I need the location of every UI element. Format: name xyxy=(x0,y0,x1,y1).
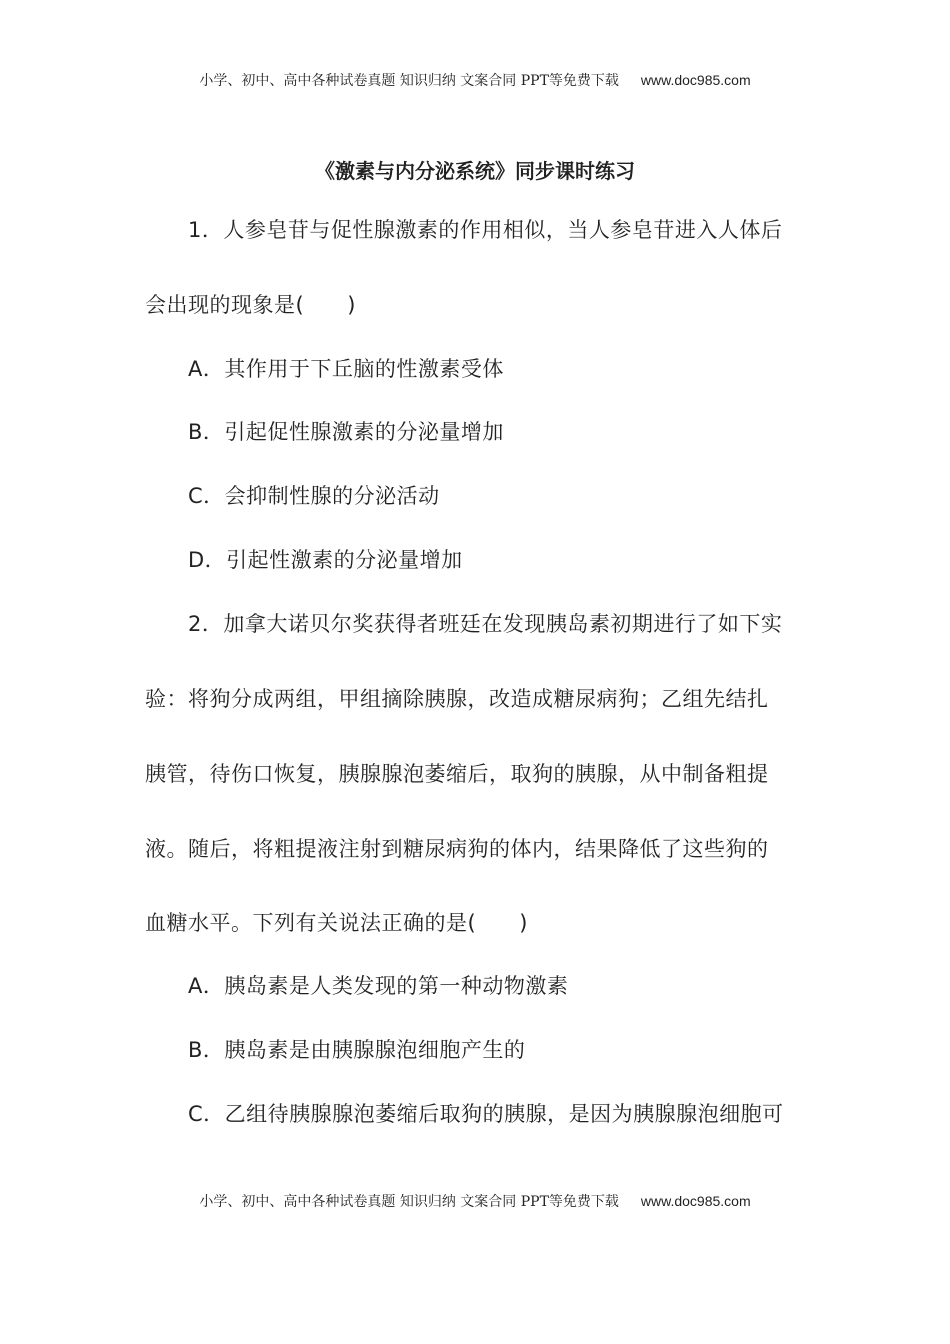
question-1-line-2: 会出现的现象是( ) xyxy=(145,293,356,317)
question-2-line-5: 血糖水平。下列有关说法正确的是( ) xyxy=(145,911,528,935)
footer-site-link[interactable]: www.doc985.com xyxy=(640,1193,751,1209)
question-2-line-1: 2．加拿大诺贝尔奖获得者班廷在发现胰岛素初期进行了如下实 xyxy=(188,612,783,636)
question-2-line-4: 液。随后，将粗提液注射到糖尿病狗的体内，结果降低了这些狗的 xyxy=(145,837,769,861)
footer-text: 小学、初中、高中各种试卷真题 知识归纳 文案合同 PPT等免费下载 xyxy=(199,1194,619,1210)
question-1-option-d: D．引起性激素的分泌量增加 xyxy=(188,548,463,572)
document-title: 《激素与内分泌系统》同步课时练习 xyxy=(315,159,635,183)
question-2-option-a: A．胰岛素是人类发现的第一种动物激素 xyxy=(188,974,569,998)
question-2-line-3: 胰管，待伤口恢复，胰腺腺泡萎缩后，取狗的胰腺，从中制备粗提 xyxy=(145,762,769,786)
page-header xyxy=(0,70,950,90)
question-1-option-b: B．引起促性腺激素的分泌量增加 xyxy=(188,420,504,444)
header-text: 小学、初中、高中各种试卷真题 知识归纳 文案合同 PPT等免费下载 xyxy=(199,73,619,89)
question-1-option-c: C．会抑制性腺的分泌活动 xyxy=(188,484,440,508)
page-footer xyxy=(0,1191,950,1211)
question-2-option-c: C．乙组待胰腺腺泡萎缩后取狗的胰腺，是因为胰腺腺泡细胞可 xyxy=(188,1102,784,1126)
question-1-option-a: A．其作用于下丘脑的性激素受体 xyxy=(188,357,504,381)
header-site-link[interactable]: www.doc985.com xyxy=(640,72,751,88)
question-2-option-b: B．胰岛素是由胰腺腺泡细胞产生的 xyxy=(188,1038,526,1062)
question-2-line-2: 验：将狗分成两组，甲组摘除胰腺，改造成糖尿病狗；乙组先结扎 xyxy=(145,687,769,711)
question-1-line-1: 1．人参皂苷与促性腺激素的作用相似，当人参皂苷进入人体后 xyxy=(188,218,783,242)
